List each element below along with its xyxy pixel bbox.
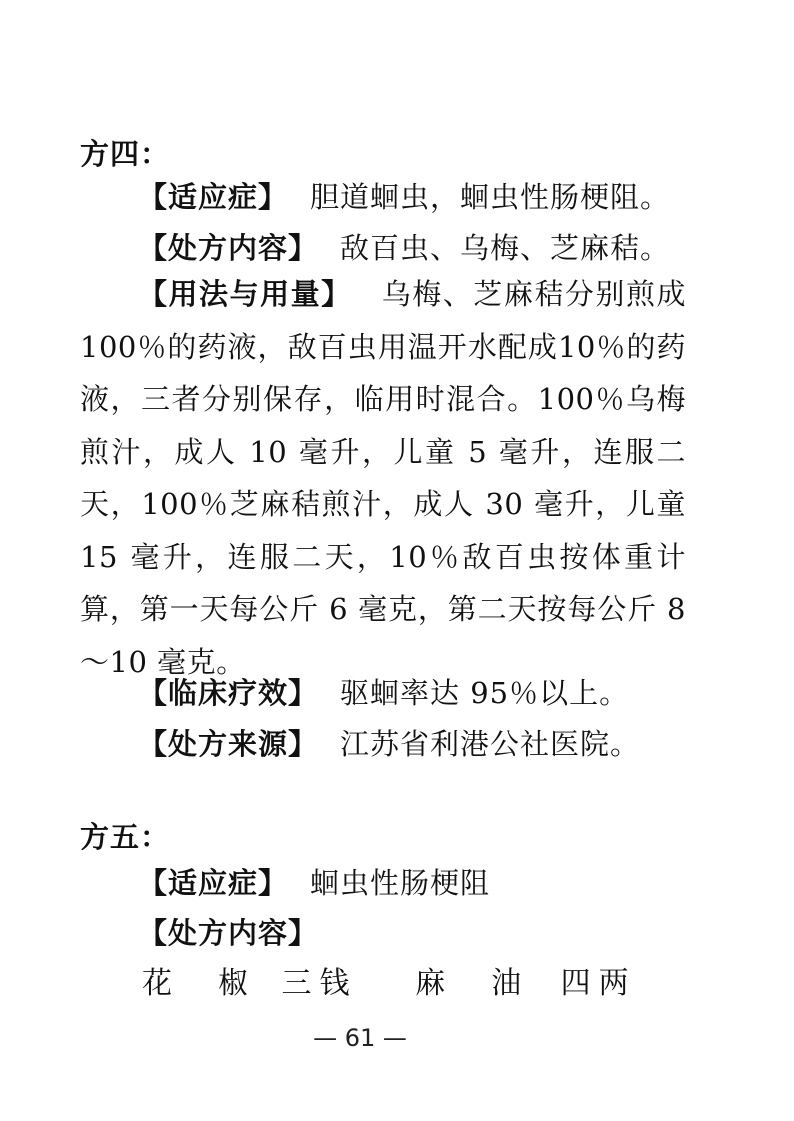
ingredient-name: 花 椒 — [142, 966, 256, 1001]
section-5-contents — [138, 911, 340, 952]
section-5-heading: 方五： — [80, 820, 171, 854]
section-5-indication — [138, 861, 490, 902]
contents-label: 【处方内容】 — [138, 916, 319, 950]
ingredient-amount: 三钱 — [281, 966, 358, 1001]
source-text: 江苏省利港公社医院。 — [340, 727, 641, 761]
usage-text: 乌梅、芝麻秸分别煎成100％的药液，敌百虫用温开水配成10％的药液，三者分别保存，临用时混合。100％乌梅煎汁，成人 10 毫升，儿童 5 毫升，连服二天，100％芝麻秸煎汁，成人 30 毫升，儿童 15 毫升，连服二天，10％敌百虫按体重计算，第一天每公斤 6 毫克，第二天按每公斤 8～10 毫克。 — [80, 277, 686, 679]
section-4-efficacy — [138, 671, 629, 712]
indication-label: 【适应症】 — [138, 180, 289, 214]
section-4-contents — [138, 226, 670, 267]
ingredient-amount: 四两 — [560, 966, 637, 1001]
contents-label: 【处方内容】 — [138, 231, 319, 265]
ingredient-name: 麻 油 — [415, 966, 530, 1001]
ingredient-list — [142, 958, 637, 1002]
section-4-source — [138, 722, 640, 763]
contents-text: 敌百虫、乌梅、芝麻秸。 — [340, 231, 671, 265]
section-4-usage — [80, 268, 686, 688]
source-label: 【处方来源】 — [138, 727, 319, 761]
efficacy-label: 【临床疗效】 — [138, 676, 319, 710]
section-4-indication — [138, 175, 670, 216]
page-number: — 61 — — [313, 1024, 407, 1052]
usage-label: 【用法与用量】 — [138, 277, 352, 311]
indication-text: 蛔虫性肠梗阻 — [310, 866, 491, 900]
indication-label: 【适应症】 — [138, 866, 289, 900]
section-4-heading: 方四： — [80, 137, 171, 171]
efficacy-text: 驱蛔率达 95％以上。 — [340, 676, 630, 710]
indication-text: 胆道蛔虫，蛔虫性肠梗阻。 — [310, 180, 671, 214]
